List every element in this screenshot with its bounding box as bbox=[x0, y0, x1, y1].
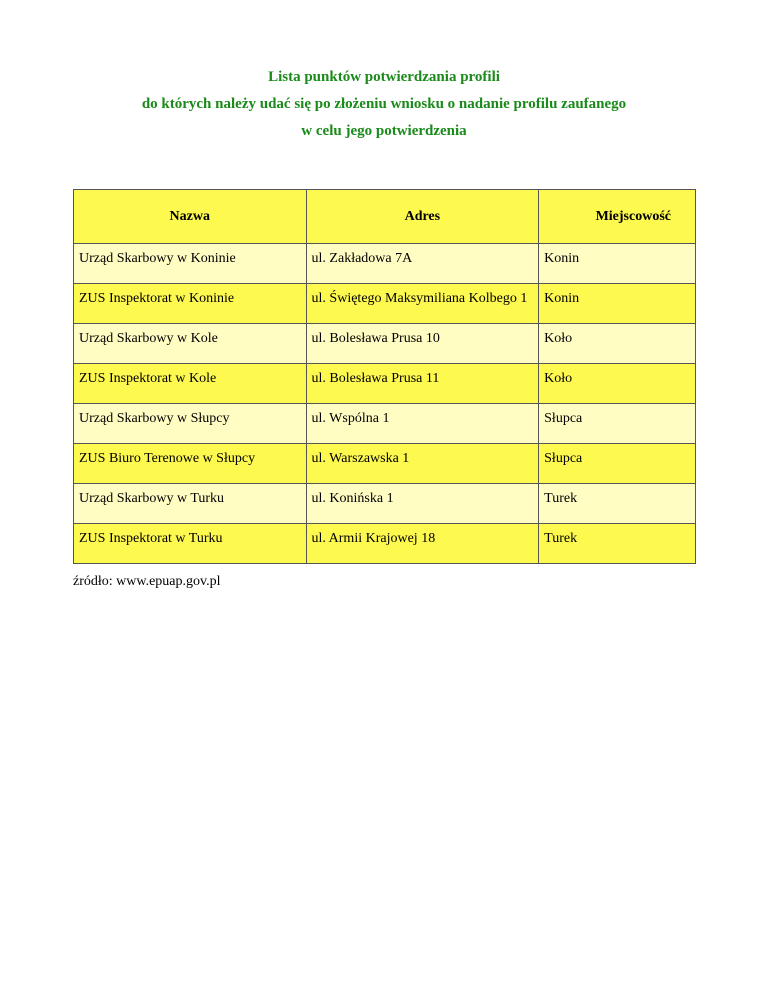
table-row bbox=[74, 404, 696, 444]
cell-city: Słupca bbox=[539, 404, 696, 444]
cell-address: ul. Konińska 1 bbox=[306, 484, 539, 524]
table-row bbox=[74, 484, 696, 524]
heading-line-2: do których należy udać się po złożeniu wniosku o nadanie profilu zaufanego bbox=[141, 96, 627, 112]
cell-address: ul. Wspólna 1 bbox=[306, 404, 539, 444]
cell-name: Urząd Skarbowy w Kole bbox=[74, 324, 307, 364]
document-heading bbox=[0, 64, 768, 145]
cell-name: Urząd Skarbowy w Turku bbox=[74, 484, 307, 524]
table-row bbox=[74, 284, 696, 324]
cell-city: Koło bbox=[539, 364, 696, 404]
cell-address: ul. Armii Krajowej 18 bbox=[306, 524, 539, 564]
cell-city: Turek bbox=[539, 484, 696, 524]
cell-address: ul. Świętego Maksymiliana Kolbego 1 bbox=[306, 284, 539, 324]
header-name: Nazwa bbox=[74, 190, 307, 244]
cell-address: ul. Bolesława Prusa 11 bbox=[306, 364, 539, 404]
table-row bbox=[74, 244, 696, 284]
cell-address: ul. Warszawska 1 bbox=[306, 444, 539, 484]
cell-address: ul. Zakładowa 7A bbox=[306, 244, 539, 284]
source-note: źródło: www.epuap.gov.pl bbox=[73, 574, 221, 589]
header-city: Miejscowość bbox=[539, 190, 696, 244]
table-row bbox=[74, 524, 696, 564]
heading-line-3: w celu jego potwierdzenia bbox=[301, 123, 467, 139]
cell-city: Koło bbox=[539, 324, 696, 364]
table-row bbox=[74, 324, 696, 364]
table-header-row bbox=[74, 190, 696, 244]
cell-name: Urząd Skarbowy w Koninie bbox=[74, 244, 307, 284]
heading-line-1: Lista punktów potwierdzania profili bbox=[268, 69, 500, 85]
cell-city: Słupca bbox=[539, 444, 696, 484]
cell-city: Konin bbox=[539, 244, 696, 284]
cell-city: Turek bbox=[539, 524, 696, 564]
cell-name: ZUS Inspektorat w Koninie bbox=[74, 284, 307, 324]
points-table bbox=[73, 189, 696, 564]
cell-name: ZUS Biuro Terenowe w Słupcy bbox=[74, 444, 307, 484]
cell-city: Konin bbox=[539, 284, 696, 324]
cell-name: ZUS Inspektorat w Kole bbox=[74, 364, 307, 404]
cell-name: ZUS Inspektorat w Turku bbox=[74, 524, 307, 564]
cell-address: ul. Bolesława Prusa 10 bbox=[306, 324, 539, 364]
table-row bbox=[74, 364, 696, 404]
table-row bbox=[74, 444, 696, 484]
cell-name: Urząd Skarbowy w Słupcy bbox=[74, 404, 307, 444]
header-address: Adres bbox=[306, 190, 539, 244]
